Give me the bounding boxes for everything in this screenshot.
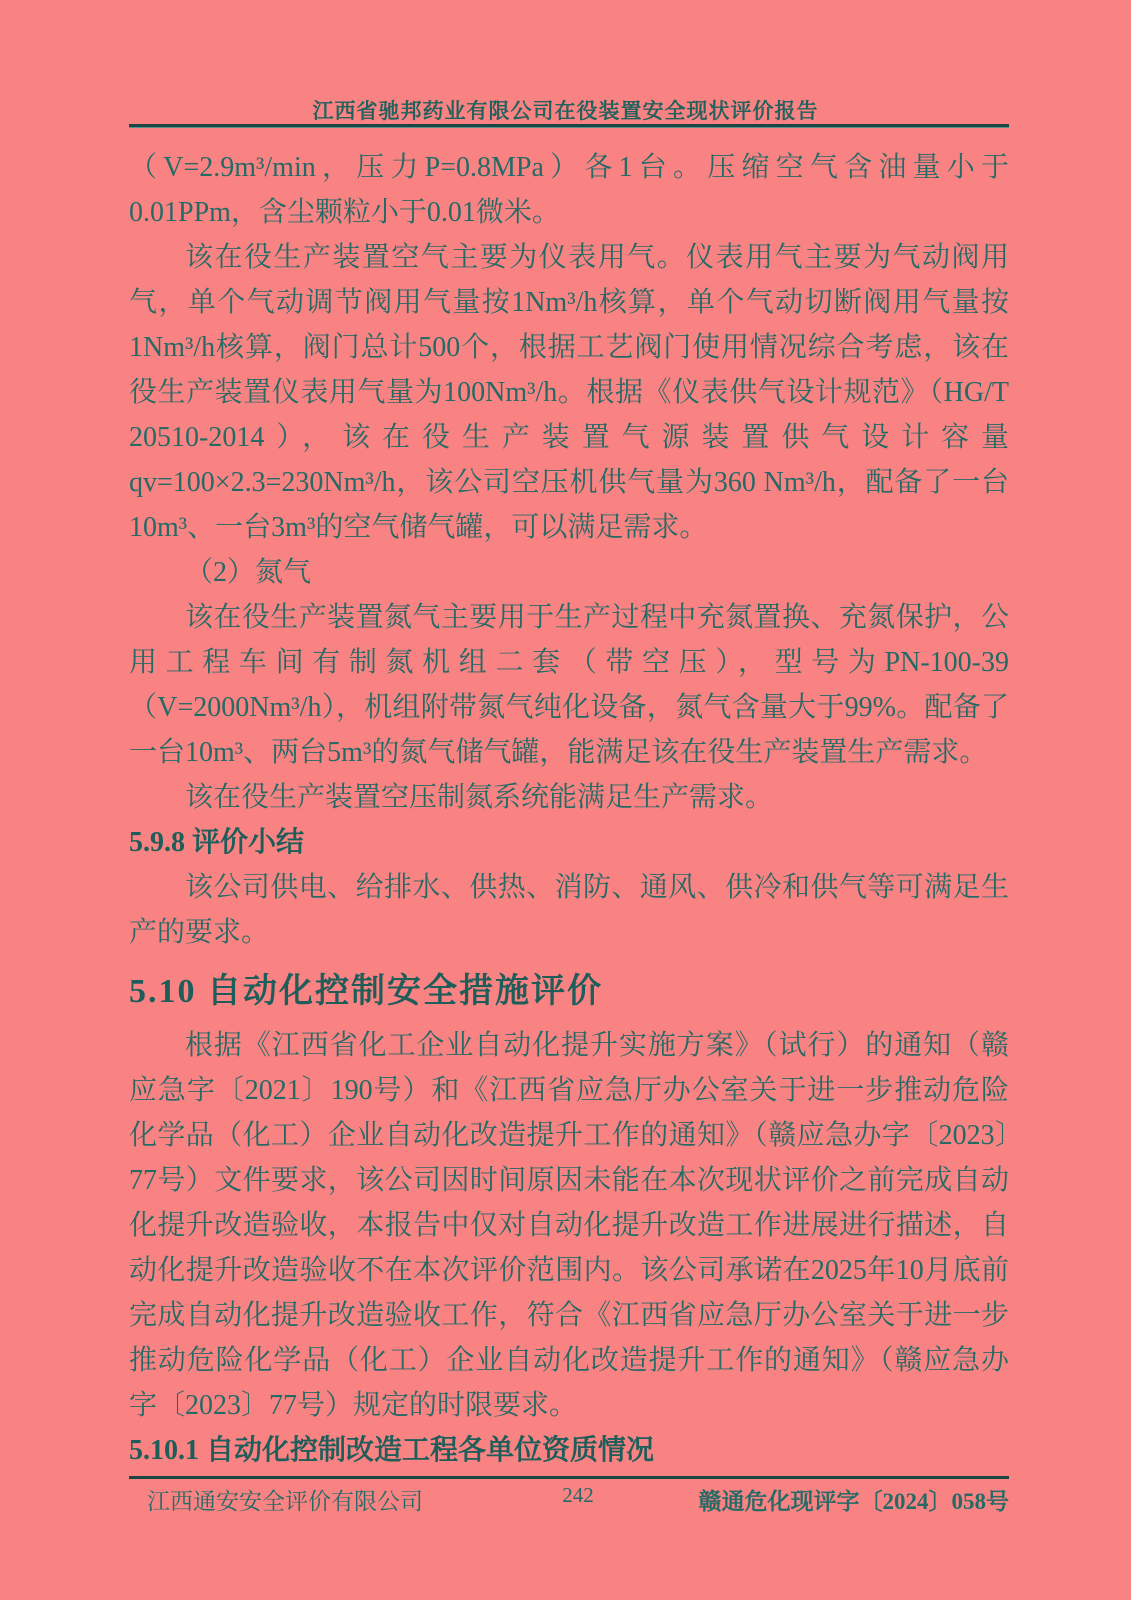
body-paragraph xyxy=(129,1473,1009,1475)
footer-document-number: 赣通危化现评字〔2024〕058号 xyxy=(698,1489,1009,1514)
section-heading-5-10: 5.10 自动化控制安全措施评价 xyxy=(129,973,603,1010)
document-body xyxy=(129,145,1009,1475)
body-paragraph: 该在役生产装置空压制氮系统能满足生产需求。 xyxy=(185,782,774,813)
footer-rule xyxy=(129,1476,1009,1479)
body-paragraph: 根据《江西省化工企业自动化提升实施方案》（试行）的通知（赣应急字〔2021〕190号）和《江西省应急厅办公室关于进一步推动危险化学品（化工）企业自动化改造提升工作的通知》（赣应急办字〔2023〕77号）文件要求，该公司因时间原因未能在本次现状评价之前完成自动化提升改造验收，本报告中仅对自动化提升改造工作进展进行描述，自动化提升改造验收不在本次评价范围内。该公司承诺在2025年10月底前完成自动化提升改造验收工作，符合《江西省应急厅办公室关于进一步推动危险化学品（化工）企业自动化改造提升工作的通知》（赣应急办字〔2023〕77号）规定的时限要求。 xyxy=(129,1030,1009,1421)
body-paragraph: 该公司供电、给排水、供热、消防、通风、供冷和供气等可满足生产的要求。 xyxy=(129,872,1009,948)
body-paragraph: 该在役生产装置空气主要为仪表用气。仪表用气主要为气动阀用气，单个气动调节阀用气量按1Nm³/h核算，单个气动切断阀用气量按1Nm³/h核算，阀门总计500个，根据工艺阀门使用情况综合考虑，该在役生产装置仪表用气量为100Nm³/h。根据《仪表供气设计规范》（HG/T 20510-2014），该在役生产装置气源装置供气设计容量qv=100×2.3=230Nm³/h，该公司空压机供气量为360 Nm³/h，配备了一台10m³、一台3m³的空气储气罐，可以满足需求。 xyxy=(129,242,1009,543)
page-footer xyxy=(129,1483,1009,1516)
body-paragraph: （V=2.9m³/min，压力P=0.8MPa）各1台。压缩空气含油量小于0.01PPm，含尘颗粒小于0.01微米。 xyxy=(129,152,1009,228)
section-heading-5-9-8: 5.9.8 评价小结 xyxy=(129,827,305,858)
header-rule xyxy=(129,124,1009,128)
body-paragraph: 该在役生产装置氮气主要用于生产过程中充氮置换、充氮保护，公用工程车间有制氮机组二套（带空压），型号为PN-100-39（V=2000Nm³/h），机组附带氮气纯化设备，氮气含量大于99%。配备了一台10m³、两台5m³的氮气储气罐，能满足该在役生产装置生产需求。 xyxy=(129,602,1009,768)
footer-company-name: 江西通安安全评价有限公司 xyxy=(147,1489,423,1514)
body-paragraph: （2）氮气 xyxy=(185,557,312,588)
footer-page-number: 242 xyxy=(562,1483,594,1507)
page-header-title: 江西省驰邦药业有限公司在役装置安全现状评价报告 xyxy=(312,99,819,123)
section-heading-5-10-1: 5.10.1 自动化控制改造工程各单位资质情况 xyxy=(129,1435,655,1466)
